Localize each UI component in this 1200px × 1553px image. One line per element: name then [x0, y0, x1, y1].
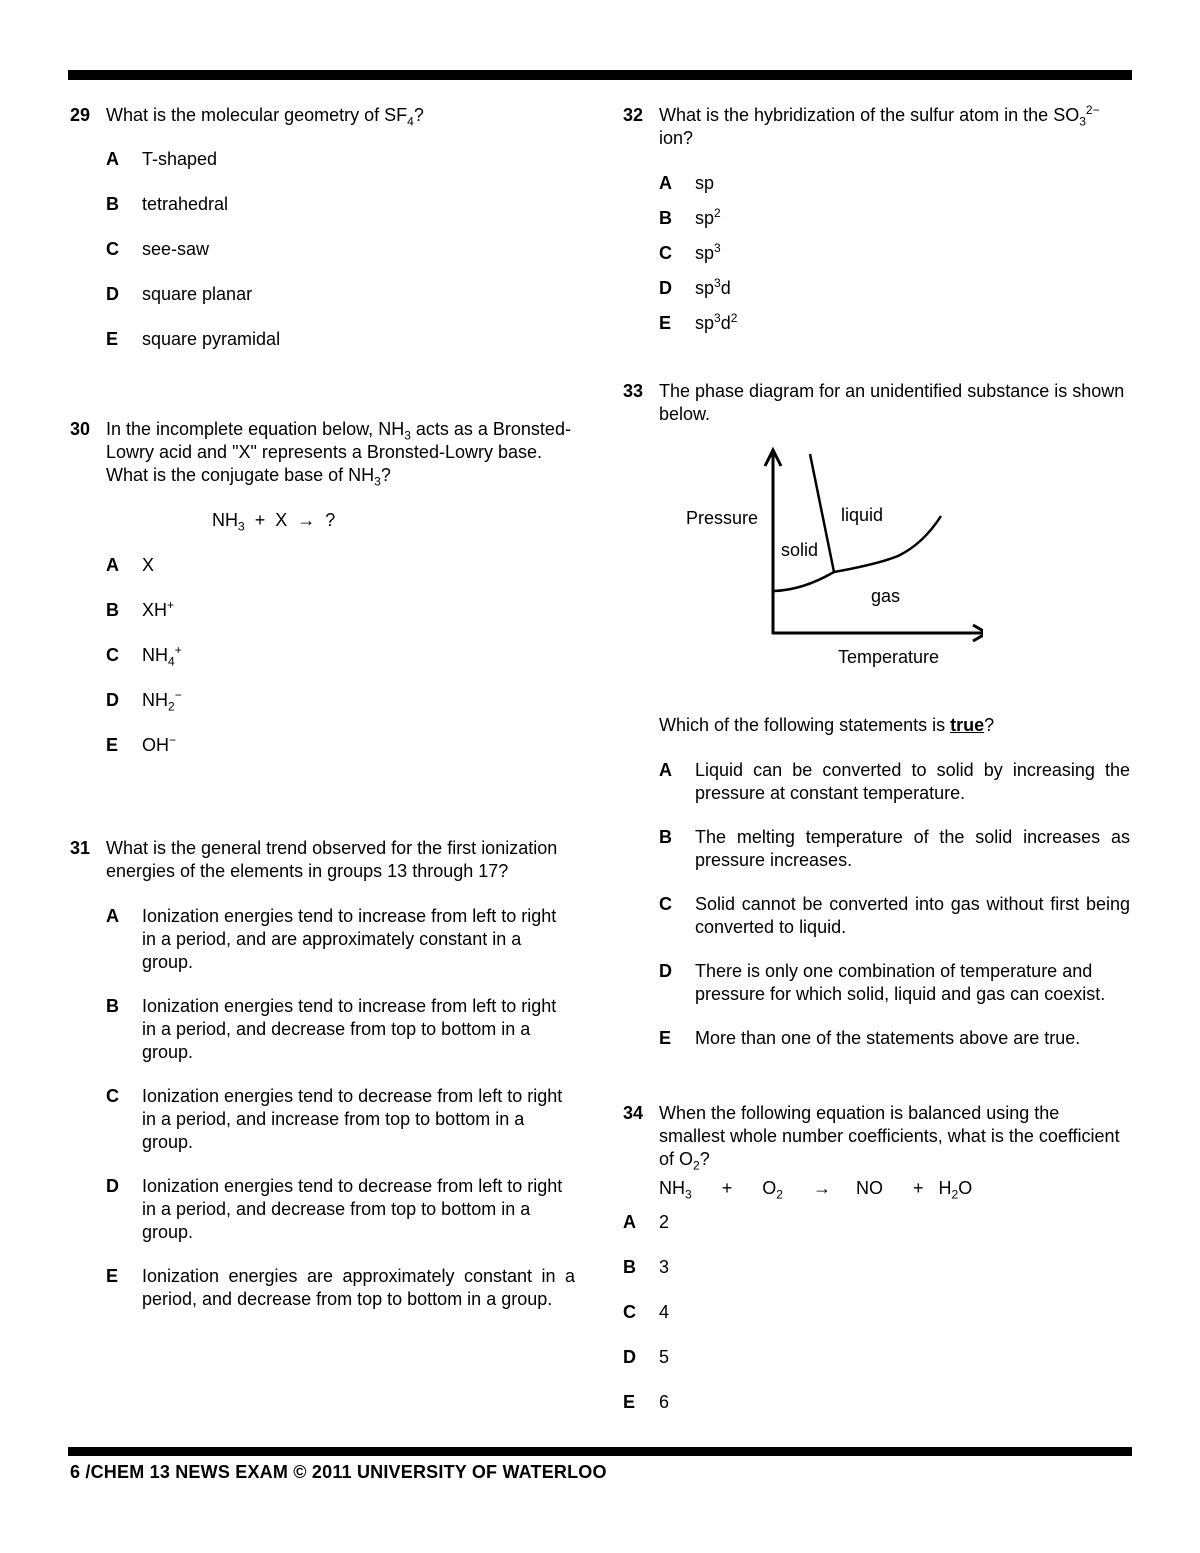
- question-number: 30: [70, 419, 91, 439]
- options-list: [623, 1211, 1130, 1414]
- question-31: [70, 837, 575, 1311]
- option-b[interactable]: B tetrahedral: [106, 194, 229, 214]
- option-b[interactable]: B $sp^2$: [659, 206, 721, 228]
- option-e[interactable]: E 6: [623, 1392, 670, 1412]
- question-33: [623, 380, 1130, 1050]
- option-c[interactable]: C $sp^3$: [659, 241, 721, 263]
- option-a[interactable]: A Liquid can be converted to solid by increasing the pressure at constant temperature.: [659, 760, 1130, 803]
- option-e[interactable]: E Ionization energies are approximately constant in a period, and decrease from top to bottom in a group.: [106, 1266, 575, 1309]
- option-a[interactable]: A 2: [623, 1212, 670, 1232]
- question-prompt: Which of the following statements is true?: [659, 715, 995, 735]
- top-rule: [68, 70, 1132, 80]
- option-d[interactable]: D square planar: [106, 284, 253, 304]
- option-a[interactable]: A X: [106, 555, 155, 575]
- options-list: [106, 148, 575, 351]
- question-stem: When the following equation is balanced using the smallest whole number coefficients, what is the coefficient of $O_2$?: [659, 1103, 1120, 1173]
- options-list: [659, 759, 1130, 1050]
- option-c[interactable]: C 4: [623, 1302, 670, 1322]
- solid-label: solid: [781, 540, 819, 560]
- question-stem: The phase diagram for an unidentified substance is shown below.: [659, 381, 1125, 424]
- option-e[interactable]: E $sp^3d^2$: [659, 311, 738, 333]
- option-a[interactable]: A sp: [659, 173, 715, 193]
- question-stem: What is the molecular geometry of $SF_4$?: [106, 105, 424, 129]
- option-a[interactable]: A T-shaped: [106, 149, 218, 169]
- pressure-label: Pressure: [686, 508, 759, 528]
- question-34: [623, 1102, 1130, 1414]
- option-e[interactable]: E More than one of the statements above are true.: [659, 1028, 1081, 1048]
- option-c[interactable]: C $NH_4^+$: [106, 643, 182, 669]
- solid-gas-boundary: [774, 572, 834, 591]
- left-column: [70, 104, 575, 1311]
- page-footer: 6 /CHEM 13 NEWS EXAM © 2011 UNIVERSITY OF WATERLOO: [70, 1462, 607, 1482]
- question-stem: What is the hybridization of the sulfur atom in the $SO_3^{2-}$ ion?: [659, 103, 1100, 148]
- options-list: [659, 172, 1130, 335]
- question-29: [70, 104, 575, 351]
- option-d[interactable]: D 5: [623, 1347, 670, 1367]
- option-d[interactable]: D $NH_2^-$: [106, 688, 182, 714]
- option-c[interactable]: C Solid cannot be converted into gas without first being converted to liquid.: [659, 894, 1130, 937]
- incomplete-equation: $NH_3 + X$ → ?: [212, 510, 336, 534]
- temperature-label: Temperature: [838, 647, 940, 667]
- option-b[interactable]: B 3: [623, 1257, 670, 1277]
- option-c[interactable]: C see-saw: [106, 239, 210, 259]
- option-d[interactable]: D Ionization energies tend to decrease from left to right in a period, and decrease from top to bottom in a group.: [106, 1176, 563, 1242]
- option-a[interactable]: A Ionization energies tend to increase from left to right in a period, and are approximately constant in a group.: [106, 906, 557, 972]
- unbalanced-equation: $NH_3$ + $O_2$ → NO + $H_2O$: [659, 1178, 973, 1202]
- options-list: [106, 905, 575, 1311]
- option-d[interactable]: D There is only one combination of temperature and pressure for which solid, liquid and gas can coexist.: [659, 961, 1106, 1004]
- question-number: 29: [70, 105, 91, 125]
- right-column: [623, 104, 1130, 1414]
- option-e[interactable]: E OH−: [106, 733, 177, 755]
- option-c[interactable]: C Ionization energies tend to decrease from left to right in a period, and increase from top to bottom in a group.: [106, 1086, 563, 1152]
- option-b[interactable]: B Ionization energies tend to increase from left to right in a period, and decrease from top to bottom in a group.: [106, 996, 557, 1062]
- option-b[interactable]: B XH+: [106, 598, 175, 620]
- liquid-label: liquid: [841, 505, 884, 525]
- phase-diagram: [623, 440, 983, 672]
- option-e[interactable]: E square pyramidal: [106, 329, 281, 349]
- question-number: 32: [623, 105, 644, 125]
- question-32: [623, 104, 1130, 335]
- options-list: [106, 554, 575, 757]
- question-stem: In the incomplete equation below, $NH_3$ acts as a Bronsted-Lowry acid and "X" represents a Bronsted-Lowry base. What is the conjugate base of $NH_3$?: [106, 419, 571, 489]
- question-number: 31: [70, 838, 91, 858]
- option-b[interactable]: B The melting temperature of the solid increases as pressure increases.: [659, 827, 1130, 870]
- question-30: [70, 418, 575, 757]
- option-d[interactable]: D $sp^3d$: [659, 276, 731, 298]
- question-stem: What is the general trend observed for the first ionization energies of the elements in groups 13 through 17?: [106, 838, 558, 881]
- question-number: 33: [623, 381, 644, 401]
- bottom-rule: [68, 1447, 1132, 1456]
- gas-label: gas: [871, 586, 901, 606]
- question-number: 34: [623, 1103, 644, 1123]
